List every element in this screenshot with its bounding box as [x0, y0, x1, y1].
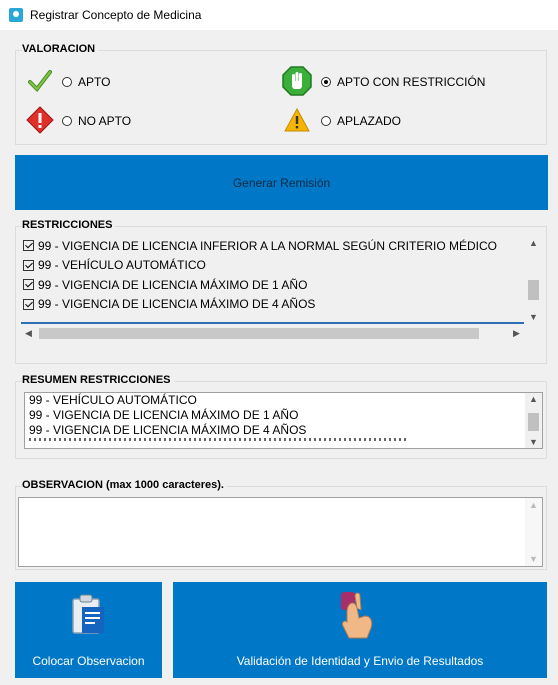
- restriccion-item[interactable]: [20, 256, 525, 276]
- restricciones-legend: RESTRICCIONES: [22, 219, 115, 231]
- scroll-down-arrow-icon[interactable]: ▼: [529, 554, 538, 564]
- check-icon: [27, 68, 53, 97]
- restricciones-hscroll-thumb[interactable]: [39, 328, 479, 339]
- validacion-label: Validación de Identidad y Envio de Resultados: [236, 654, 484, 668]
- radio-aplazado-label: APLAZADO: [337, 114, 402, 128]
- radio-aplazado-circle[interactable]: [321, 116, 331, 126]
- restricciones-vscroll-thumb[interactable]: [528, 280, 539, 300]
- app-icon: [9, 8, 23, 22]
- radio-apto-con-restriccion[interactable]: [321, 75, 485, 89]
- resumen-line-partial: [29, 438, 409, 441]
- restriccion-item[interactable]: [20, 275, 525, 295]
- restricciones-list[interactable]: [20, 236, 525, 324]
- colocar-observacion-button[interactable]: [15, 582, 162, 678]
- valoracion-group: [15, 50, 547, 145]
- hand-stop-icon: [282, 66, 312, 99]
- resumen-textarea[interactable]: [24, 392, 543, 449]
- clipboard-icon: [70, 594, 106, 639]
- scroll-down-arrow-icon[interactable]: ▼: [529, 437, 538, 447]
- resumen-vscrollbar[interactable]: [525, 393, 542, 448]
- colocar-observacion-label: Colocar Observacion: [32, 654, 145, 668]
- resumen-line: 99 - VIGENCIA DE LICENCIA MÁXIMO DE 4 AÑOS: [29, 423, 307, 437]
- generar-remision-button[interactable]: Generar Remisión: [15, 155, 548, 210]
- list-focus-underline: [21, 322, 524, 324]
- radio-aplazado[interactable]: [321, 114, 401, 128]
- restriccion-checkbox[interactable]: [23, 260, 34, 271]
- radio-apto[interactable]: [62, 75, 110, 89]
- radio-apto-circle[interactable]: [62, 77, 72, 87]
- scroll-left-arrow-icon[interactable]: ◀: [25, 328, 32, 338]
- valoracion-legend: VALORACION: [22, 43, 98, 55]
- restriccion-checkbox[interactable]: [23, 279, 34, 290]
- radio-apto-con-restriccion-circle[interactable]: [321, 77, 331, 87]
- validacion-identidad-button[interactable]: [173, 582, 547, 678]
- restricciones-vscrollbar[interactable]: [525, 236, 542, 324]
- radio-apto-con-restriccion-label: APTO CON RESTRICCIÓN: [337, 75, 486, 89]
- warning-icon: [284, 108, 310, 135]
- resumen-vscroll-thumb[interactable]: [528, 413, 539, 431]
- scroll-up-arrow-icon[interactable]: ▲: [529, 500, 538, 510]
- observacion-value: [19, 498, 542, 513]
- title-bar: [0, 0, 558, 30]
- resumen-line: 99 - VIGENCIA DE LICENCIA MÁXIMO DE 1 AÑO: [29, 408, 299, 422]
- scroll-up-arrow-icon[interactable]: ▲: [529, 238, 538, 248]
- restriccion-label: 99 - VIGENCIA DE LICENCIA INFERIOR A LA NORMAL SEGÚN CRITERIO MÉDICO: [38, 238, 497, 253]
- radio-no-apto-label: NO APTO: [78, 114, 132, 128]
- restriccion-label: 99 - VIGENCIA DE LICENCIA MÁXIMO DE 1 AÑO: [38, 277, 308, 292]
- radio-no-apto-circle[interactable]: [62, 116, 72, 126]
- restriccion-label: 99 - VEHÍCULO AUTOMÁTICO: [38, 258, 206, 273]
- window-title: Registrar Concepto de Medicina: [30, 8, 202, 22]
- scroll-up-arrow-icon[interactable]: ▲: [529, 394, 538, 404]
- resumen-line: 99 - VEHÍCULO AUTOMÁTICO: [29, 393, 197, 407]
- restriccion-label: 99 - VIGENCIA DE LICENCIA MÁXIMO DE 4 AÑOS: [38, 297, 316, 312]
- resumen-legend: RESUMEN RESTRICCIONES: [22, 374, 174, 386]
- scroll-right-arrow-icon[interactable]: ▶: [513, 328, 520, 338]
- restriccion-item[interactable]: [20, 236, 525, 256]
- restriccion-item[interactable]: [20, 295, 525, 315]
- restriccion-checkbox[interactable]: [23, 299, 34, 310]
- error-diamond-icon: [26, 106, 54, 137]
- radio-no-apto[interactable]: [62, 114, 131, 128]
- observacion-legend: OBSERVACION (max 1000 caracteres).: [22, 479, 227, 491]
- fingerprint-touch-icon: [333, 588, 377, 643]
- restricciones-hscrollbar[interactable]: [20, 325, 525, 342]
- scroll-down-arrow-icon[interactable]: ▼: [529, 312, 538, 322]
- observacion-textarea[interactable]: [18, 497, 543, 567]
- radio-apto-label: APTO: [78, 75, 111, 89]
- restriccion-checkbox[interactable]: [23, 240, 34, 251]
- observacion-vscrollbar[interactable]: [525, 498, 542, 566]
